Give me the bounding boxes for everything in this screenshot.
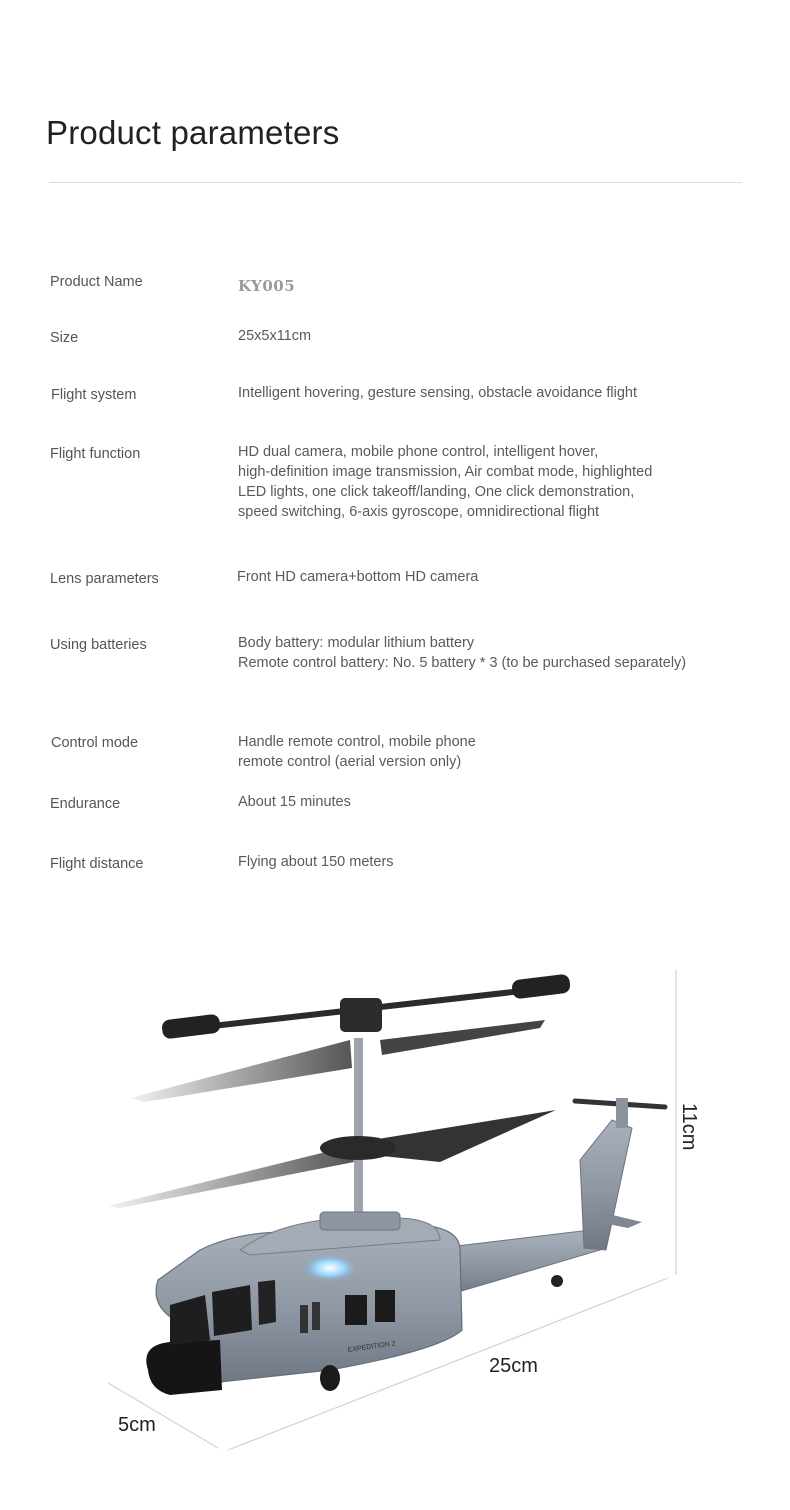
svg-text:EXPEDITION 2: EXPEDITION 2 bbox=[347, 1340, 397, 1354]
param-label-flight-system: Flight system bbox=[51, 387, 137, 403]
rotor-mast bbox=[354, 1038, 363, 1228]
param-value-flight-function: HD dual camera, mobile phone control, intelligent hover, high-definition image transmission, Air combat mode, highlighted LED lights, one click takeoff/landing, One click demonstration, speed switching, 6-axis gyroscope, omnidirectional flight bbox=[238, 444, 653, 520]
param-label-product-name: Product Name bbox=[50, 274, 143, 290]
param-label-lens-parameters: Lens parameters bbox=[50, 571, 159, 587]
param-value-flight-distance: Flying about 150 meters bbox=[238, 854, 394, 870]
param-label-endurance: Endurance bbox=[50, 796, 121, 812]
title-divider bbox=[49, 182, 742, 183]
dimension-width: 5cm bbox=[118, 1414, 156, 1436]
lower-rotor bbox=[108, 1110, 556, 1208]
upper-rotor bbox=[130, 974, 571, 1102]
param-value-endurance: About 15 minutes bbox=[238, 794, 351, 810]
helicopter-product-image bbox=[0, 950, 790, 1490]
param-value-flight-system: Intelligent hovering, gesture sensing, obstacle avoidance flight bbox=[238, 385, 638, 401]
param-value-control-mode: Handle remote control, mobile phone remote control (aerial version only) bbox=[238, 734, 476, 770]
param-value-lens-parameters: Front HD camera+bottom HD camera bbox=[237, 569, 479, 585]
param-label-size: Size bbox=[50, 330, 79, 346]
param-value-size: 25x5x11cm bbox=[238, 328, 312, 344]
param-label-control-mode: Control mode bbox=[51, 735, 139, 751]
param-label-flight-function: Flight function bbox=[50, 446, 141, 462]
fuselage bbox=[146, 1212, 462, 1395]
dimension-height: 11cm bbox=[678, 1103, 700, 1151]
param-label-flight-distance: Flight distance bbox=[50, 856, 144, 872]
param-value-using-batteries: Body battery: modular lithium battery Remote control battery: No. 5 battery * 3 (to be purchased separately) bbox=[238, 635, 687, 671]
page-title: Product parameters bbox=[46, 114, 340, 151]
dimension-length: 25cm bbox=[489, 1355, 538, 1377]
param-label-using-batteries: Using batteries bbox=[50, 637, 147, 653]
param-value-product-name: KY005 bbox=[238, 277, 296, 295]
